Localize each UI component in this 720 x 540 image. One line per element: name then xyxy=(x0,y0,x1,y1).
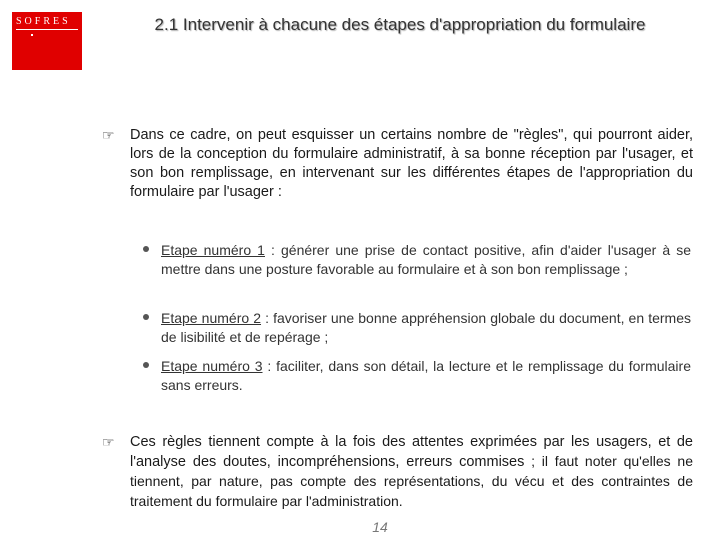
hand-pointing-right-icon: ☞ xyxy=(102,434,115,450)
step-label: Etape numéro 2 xyxy=(161,310,262,326)
step-item-2 xyxy=(161,309,691,347)
logo-dot xyxy=(31,34,33,36)
bullet-dot-icon xyxy=(143,246,149,252)
intro-paragraph: Dans ce cadre, on peut esquisser un certains nombre de "règles", qui pourront aider, lors de la conception du formulaire administratif, à sa bonne réception par l'usager, et son bon remplissage, en intervenant sur les différentes étapes de l'appropriation du formulaire par l'usager : xyxy=(130,127,693,200)
step-text: : favoriser une bonne appréhension globale du document, en termes de lisibilité et de repérage ; xyxy=(161,310,692,345)
step-label: Etape numéro 1 xyxy=(161,242,265,258)
step-text: : générer une prise de contact positive, afin d'aider l'usager à se mettre dans une posture favorable au formulaire et à son bon remplissage ; xyxy=(161,242,692,277)
conclusion-note: ; il faut noter qu'elles ne tiennent, par nature, pas compte des représentations, du vécu et des contraintes de traitement du formulaire par l'administration. xyxy=(130,453,693,509)
step-label: Etape numéro 3 xyxy=(161,358,263,374)
logo-rule xyxy=(16,29,78,30)
page-number: 14 xyxy=(372,519,388,535)
sofres-logo xyxy=(12,12,82,70)
hand-pointing-right-icon: ☞ xyxy=(102,127,115,143)
logo-text: SOFRES xyxy=(16,16,71,27)
step-text: : faciliter, dans son détail, la lecture et le remplissage du formulaire sans erreurs. xyxy=(161,358,691,393)
bullet-dot-icon xyxy=(143,314,149,320)
step-item-1 xyxy=(161,241,691,279)
step-item-3 xyxy=(161,357,691,395)
slide-title: 2.1 Intervenir à chacune des étapes d'appropriation du formulaire xyxy=(154,15,646,34)
bullet-dot-icon xyxy=(143,362,149,368)
conclusion-text: Ces règles tiennent compte à la fois des attentes exprimées par les usagers, et de l'analyse des doutes, incompréhensions, erreurs commises xyxy=(130,434,693,470)
conclusion-paragraph xyxy=(130,433,693,512)
